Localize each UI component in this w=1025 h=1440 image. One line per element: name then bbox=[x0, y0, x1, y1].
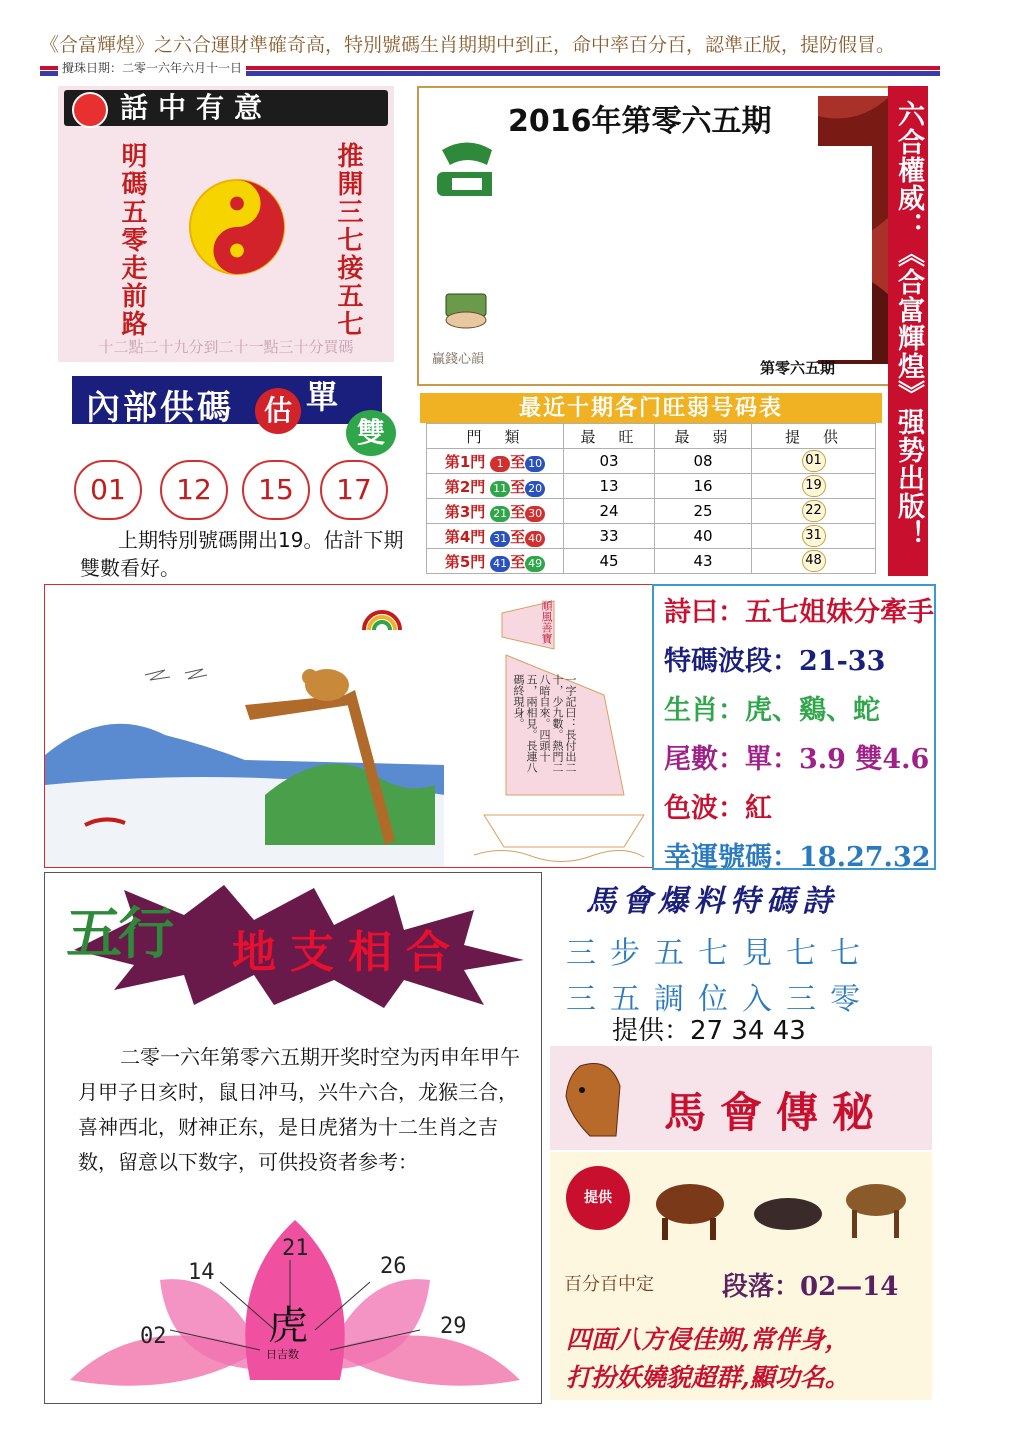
hot-cell: 03 bbox=[564, 449, 655, 474]
five-title-a: 五行 bbox=[66, 901, 170, 967]
provide-cell bbox=[752, 474, 876, 499]
poem-value: 單：3.9 雙4.6 bbox=[745, 744, 930, 775]
horse-head-icon bbox=[560, 1056, 626, 1142]
provide-number: 31 bbox=[802, 525, 826, 547]
internal-note: 上期特別號碼開出19。估計下期雙數看好。 bbox=[80, 528, 404, 580]
badge-double: 雙 bbox=[346, 410, 396, 456]
boat-flag-text: 順風善寶 bbox=[540, 600, 553, 644]
internal-number: 17 bbox=[320, 460, 388, 520]
brand-logo-icon bbox=[72, 92, 108, 128]
gate-label: 第2門 bbox=[444, 477, 486, 496]
internal-number: 12 bbox=[160, 460, 228, 520]
zone-table-row bbox=[427, 474, 876, 499]
badge-estimate: 估 bbox=[255, 388, 301, 434]
col-header: 門 類 bbox=[427, 424, 564, 449]
sayings-footer: 十二點二十九分到二十一點三十分買碼 bbox=[98, 338, 354, 356]
cold-cell: 43 bbox=[655, 549, 752, 574]
rainbow-logo-icon bbox=[360, 600, 404, 636]
zone-table-row bbox=[427, 524, 876, 549]
gate-label: 第4門 bbox=[444, 527, 486, 546]
secret-verse-line: 四面八方侵佳朔,常伴身， bbox=[566, 1325, 850, 1354]
range-to: 30 bbox=[525, 506, 545, 522]
wolf-icon bbox=[846, 1184, 906, 1238]
internal-title: 內部供碼 bbox=[86, 388, 234, 428]
boat-sail-text: 一字記曰：長付出二十，少九數。熱門二八暗自來。四頭十五，兩相見。長連八碼終現身。 bbox=[512, 674, 577, 773]
draw-date: 攪珠日期：二零一六年六月十一日 bbox=[58, 59, 246, 76]
hot-cell: 33 bbox=[564, 524, 655, 549]
range-sep: 至 bbox=[510, 527, 526, 546]
col-header: 最 弱 bbox=[655, 424, 752, 449]
poem-label: 幸運號碼： bbox=[664, 842, 799, 873]
gate-label: 第5門 bbox=[444, 552, 486, 571]
side-banner-text: 六合權威：《合富輝煌》强势出版！ bbox=[893, 100, 924, 548]
horse-poem-title: 馬會爆料特碼詩 bbox=[586, 884, 838, 919]
zodiac-animals-illustration bbox=[648, 1160, 918, 1244]
blank-block bbox=[492, 146, 872, 360]
zone-cell bbox=[427, 524, 564, 549]
hot-cell: 45 bbox=[564, 549, 655, 574]
provide-cell bbox=[752, 549, 876, 574]
zone-cell bbox=[427, 474, 564, 499]
sayings-title: 話中有意 bbox=[120, 91, 273, 124]
provide-number: 48 bbox=[802, 550, 826, 572]
horse-poem-line: 三步五七見七七 bbox=[566, 936, 874, 971]
poem-line bbox=[664, 735, 934, 784]
lotus-number: 26 bbox=[380, 1254, 407, 1279]
poem-value: 紅 bbox=[745, 793, 772, 824]
poem-label: 詩曰： bbox=[664, 597, 745, 628]
zone-table-row bbox=[427, 499, 876, 524]
lotus-number: 02 bbox=[140, 1324, 167, 1349]
range-sep: 至 bbox=[510, 552, 526, 571]
secret-title: 馬會傳秘 bbox=[664, 1088, 889, 1137]
hit-label: 百分百中定 bbox=[564, 1274, 654, 1295]
poem-line bbox=[664, 833, 934, 882]
range-to: 40 bbox=[525, 531, 545, 547]
range-sep: 至 bbox=[510, 477, 526, 496]
zone-table-header bbox=[427, 424, 876, 449]
issue-title: 2016年第零六五期 bbox=[508, 104, 772, 139]
lotus-number: 14 bbox=[188, 1260, 215, 1285]
rat-icon bbox=[754, 1198, 822, 1230]
zone-cell bbox=[427, 499, 564, 524]
range-to: 10 bbox=[525, 456, 545, 472]
poem-value: 21-33 bbox=[799, 646, 886, 677]
issue-strip: 第零六五期 bbox=[760, 359, 836, 377]
poem-label: 生肖： bbox=[664, 695, 745, 726]
provide-number: 19 bbox=[802, 475, 826, 497]
money-hand-icon bbox=[440, 288, 492, 330]
sayings-left-text: 明碼五零走前路 bbox=[117, 142, 147, 338]
poem-value: 18.27.32 bbox=[799, 842, 931, 873]
zone-cell bbox=[427, 549, 564, 574]
ox-icon bbox=[656, 1184, 724, 1240]
range-from: 21 bbox=[490, 506, 510, 522]
lotus-sub: 日吉数 bbox=[266, 1348, 299, 1361]
zone-cell bbox=[427, 449, 564, 474]
poem-value: 五七姐妹分牽手 bbox=[745, 597, 934, 628]
lotus-number: 21 bbox=[282, 1236, 309, 1261]
zone-table-row bbox=[427, 549, 876, 574]
poem-line bbox=[664, 637, 934, 686]
cold-cell: 25 bbox=[655, 499, 752, 524]
horse-poem-line: 三五調位入三零 bbox=[566, 982, 874, 1017]
range-from: 1 bbox=[490, 456, 510, 472]
sayings-right-text: 推開三七接五七 bbox=[333, 142, 363, 338]
top-banner: 《合富輝煌》之六合運財準確奇高，特別號碼生肖期期中到正，命中率百分百，認準正版，提防假冒。 bbox=[40, 34, 896, 56]
lotus-center: 虎 bbox=[268, 1303, 308, 1349]
gate-label: 第1門 bbox=[444, 452, 486, 471]
seal-stamp: 提供 bbox=[566, 1166, 630, 1230]
provide-number: 22 bbox=[802, 500, 826, 522]
range-to: 49 bbox=[525, 556, 545, 572]
provide-cell bbox=[752, 524, 876, 549]
zone-table-row bbox=[427, 449, 876, 474]
gate-label: 第3門 bbox=[444, 502, 486, 521]
range-from: 31 bbox=[490, 531, 510, 547]
five-article: 二零一六年第零六五期开奖时空为丙申年甲午月甲子日亥时，鼠日冲马，兴牛六合，龙猴三合，喜神西北，财神正东，是日虎猪为十二生肖之吉数，留意以下数字，可供投资者参考： bbox=[78, 1045, 520, 1174]
range-sep: 至 bbox=[510, 502, 526, 521]
provide-cell bbox=[752, 499, 876, 524]
poem-label: 特碼波段： bbox=[664, 646, 799, 677]
range-to: 20 bbox=[525, 481, 545, 497]
segment-range: 段落：02—14 bbox=[722, 1272, 899, 1302]
cold-cell: 40 bbox=[655, 524, 752, 549]
poem-line bbox=[664, 588, 934, 637]
poem-label: 色波： bbox=[664, 793, 745, 824]
cold-cell: 08 bbox=[655, 449, 752, 474]
poem-line bbox=[664, 784, 934, 833]
col-header: 最 旺 bbox=[564, 424, 655, 449]
poem-lines bbox=[664, 588, 934, 882]
poem-value: 虎、鷄、蛇 bbox=[745, 695, 880, 726]
yin-yang-icon bbox=[188, 178, 286, 276]
issue-caption: 贏錢心韻 bbox=[432, 352, 485, 367]
provide-cell bbox=[752, 449, 876, 474]
provide-number: 01 bbox=[802, 450, 826, 472]
horse-poem-provide: 提供：27 34 43 bbox=[612, 1016, 806, 1046]
range-from: 41 bbox=[490, 556, 510, 572]
zone-table-title: 最近十期各门旺弱号码表 bbox=[420, 393, 882, 423]
cold-cell: 16 bbox=[655, 474, 752, 499]
range-sep: 至 bbox=[510, 452, 526, 471]
hot-cell: 24 bbox=[564, 499, 655, 524]
badge-single: 單 bbox=[306, 378, 339, 416]
range-from: 11 bbox=[490, 481, 510, 497]
zone-table bbox=[426, 423, 876, 574]
col-header: 提 供 bbox=[752, 424, 876, 449]
internal-number: 15 bbox=[242, 460, 310, 520]
secret-verse-line: 打扮妖嬈貌超群,顯功名。 bbox=[566, 1363, 850, 1392]
internal-number: 01 bbox=[74, 460, 142, 520]
five-title-b: 地支相合 bbox=[232, 927, 464, 978]
poem-line bbox=[664, 686, 934, 735]
hot-cell: 13 bbox=[564, 474, 655, 499]
poem-label: 尾數： bbox=[664, 744, 745, 775]
lotus-number: 29 bbox=[440, 1314, 467, 1339]
